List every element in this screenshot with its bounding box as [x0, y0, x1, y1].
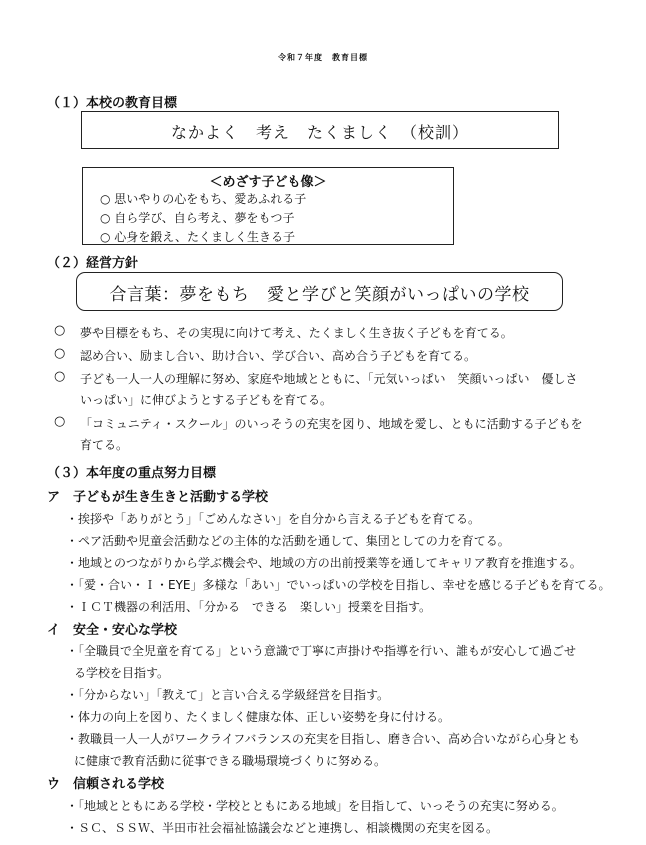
goal-u-label: ウ 信頼される学校	[47, 777, 165, 792]
goal-a-item: ・ペア活動や児童会活動などの主体的な活動を通して、集団としての力を育てる。	[66, 534, 510, 548]
section3-heading: （３）本年度の重点努力目標	[47, 466, 217, 481]
goal-u-item: ・「地域とともにある学校・学校とともにある地域」を目指して、いっそうの充実に努める。	[66, 799, 564, 813]
policy-bullet: ○	[54, 323, 66, 338]
slogan: 合言葉：夢をもち 愛と学びと笑顔がいっぱいの学校	[109, 285, 530, 305]
policy-item: 「コミュニティ・スクール」のいっそうの充実を図り、地域を愛し、ともに活動する子どもを	[80, 417, 583, 431]
policy-item-continued: いっぱい」に伸びようとする子どもを育てる。	[80, 393, 333, 407]
goal-a-label: ア 子どもが生き生きと活動する学校	[47, 490, 269, 505]
goal-u-item: ・ＳＣ、ＳＳＷ、半田市社会福祉協議会などと連携し、相談機関の充実を図る。	[66, 821, 499, 835]
goal-a-item: ・「愛・合い・Ｉ・EYE」多様な「あい」でいっぱいの学校を目指し、幸せを感じる子どもを育てる。	[66, 578, 611, 592]
goal-i-item: ・「全職員で全児童を育てる」という意識で丁寧に声掛けや指導を行い、誰もが安心して過ごせ	[66, 644, 577, 658]
school-motto: なかよく 考え たくましく （校訓）	[170, 123, 469, 142]
policy-item: 夢や目標をもち、その実現に向けて考え、たくましく生き抜く子どもを育てる。	[80, 326, 513, 340]
ideal-child-item: ○ 思いやりの心をもち、愛あふれる子	[100, 192, 307, 206]
goal-i-item: ・体力の向上を図り、たくましく健康な体、正しい姿勢を身に付ける。	[66, 710, 451, 724]
policy-bullet: ○	[54, 369, 66, 384]
goal-i-item-continued: る学校を目指す。	[74, 666, 170, 680]
goal-i-label: イ 安全・安心な学校	[47, 623, 178, 638]
goal-a-item: ・挨拶や「ありがとう」「ごめんなさい」を自分から言える子どもを育てる。	[66, 512, 481, 526]
goal-a-item: ・ＩＣＴ機器の利活用、「分かる できる 楽しい」授業を目指す。	[66, 600, 432, 614]
ideal-child-box	[82, 167, 454, 245]
policy-bullet: ○	[54, 346, 66, 361]
section1-heading: （１）本校の教育目標	[47, 96, 178, 111]
policy-item-continued: 育てる。	[80, 438, 129, 452]
policy-bullet: ○	[54, 414, 66, 429]
policy-item: 認め合い、励まし合い、助け合い、学び合い、高め合う子どもを育てる。	[80, 349, 477, 363]
ideal-child-heading: ＜めざす子ども像＞	[209, 175, 327, 190]
slogan-box	[76, 272, 563, 311]
goal-i-item: ・教職員一人一人がワークライフバランスの充実を目指し、磨き合い、高め合いながら心身とも	[66, 732, 580, 746]
policy-item: 子ども一人一人の理解に努め、家庭や地域とともに、「元気いっぱい 笑顔いっぱい 優しさ	[80, 372, 578, 386]
school-motto-box	[81, 111, 559, 149]
goal-i-item-continued: に健康で教育活動に従事できる職場環境づくりに努める。	[74, 754, 387, 768]
goal-a-item: ・地域とのつながりから学ぶ機会や、地域の方の出前授業等を通してキャリア教育を推進する。	[66, 556, 582, 570]
ideal-child-item: ○ 自ら学び、自ら考え、夢をもつ子	[100, 211, 295, 225]
page-title: 令和７年度 教育目標	[278, 53, 368, 62]
goal-i-item: ・「分からない」「教えて」と言い合える学級経営を目指す。	[66, 688, 390, 702]
section2-heading: （２）経営方針	[47, 256, 139, 271]
ideal-child-item: ○ 心身を鍛え、たくましく生きる子	[100, 230, 296, 244]
